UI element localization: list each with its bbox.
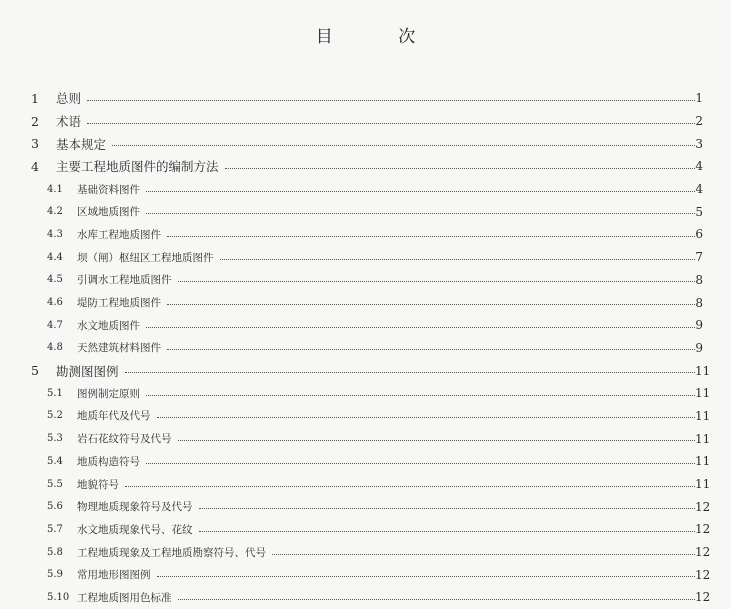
toc-entry[interactable] (0, 541, 731, 564)
toc-entry-page-number: 9 (695, 318, 703, 333)
toc-entry-number: 5 (31, 363, 39, 379)
toc-entry-title: 引调水工程地质图件 (77, 274, 172, 287)
toc-entry-title: 常用地形图图例 (77, 569, 151, 582)
toc-entry-page-number: 11 (695, 431, 711, 446)
toc-entry-number: 4.2 (47, 206, 63, 218)
toc-entry-number: 4.5 (47, 274, 63, 286)
toc-entry-number: 5.4 (47, 455, 63, 467)
toc-dot-leader (125, 372, 695, 373)
toc-entry[interactable] (0, 200, 731, 223)
toc-dot-leader (199, 531, 696, 532)
toc-entry-number: 5.1 (47, 387, 63, 399)
toc-entry-number: 5.2 (47, 410, 63, 422)
toc-dot-leader (167, 304, 695, 305)
toc-entry-title: 堤防工程地质图件 (77, 297, 161, 310)
toc-dot-leader (220, 259, 696, 260)
toc-dot-leader (146, 463, 695, 464)
toc-entry-title: 岩石花纹符号及代号 (77, 433, 172, 446)
toc-entry-page-number: 2 (695, 114, 703, 129)
toc-dot-leader (146, 327, 695, 328)
toc-entry-page-number: 5 (695, 204, 703, 219)
toc-entry[interactable] (0, 269, 731, 292)
toc-entry-title: 水文地质图件 (77, 319, 140, 332)
toc-entry-title: 天然建筑材料图件 (77, 342, 161, 355)
toc-dot-leader (146, 395, 695, 396)
toc-list (0, 87, 731, 609)
toc-entry[interactable] (0, 246, 731, 269)
toc-entry-page-number: 4 (695, 182, 703, 197)
toc-dot-leader (199, 508, 696, 509)
toc-entry-page-number: 6 (695, 227, 703, 242)
toc-dot-leader (87, 123, 695, 124)
toc-entry[interactable] (0, 132, 731, 155)
toc-dot-leader (112, 145, 695, 146)
toc-entry-number: 4.4 (47, 251, 63, 263)
toc-entry-title: 地貌符号 (77, 478, 119, 491)
toc-entry[interactable] (0, 427, 731, 450)
toc-entry-number: 5.5 (47, 478, 63, 490)
toc-entry-page-number: 12 (695, 545, 711, 560)
toc-dot-leader (167, 349, 695, 350)
toc-entry[interactable] (0, 291, 731, 314)
toc-entry[interactable] (0, 495, 731, 518)
toc-dot-leader (178, 599, 696, 600)
toc-entry-number: 4.6 (47, 297, 63, 309)
toc-entry-page-number: 11 (695, 408, 711, 423)
toc-dot-leader (225, 168, 695, 169)
toc-dot-leader (87, 100, 695, 101)
toc-entry-title: 总则 (56, 91, 82, 107)
toc-entry-title: 地质构造符号 (77, 455, 140, 468)
toc-entry-page-number: 8 (695, 272, 703, 287)
toc-entry-number: 5.9 (47, 569, 63, 581)
toc-dot-leader (178, 440, 696, 441)
toc-entry[interactable] (0, 359, 731, 382)
toc-title: 目 次 (315, 27, 446, 47)
toc-entry[interactable] (0, 337, 731, 360)
toc-entry-title: 术语 (56, 114, 82, 130)
toc-entry-number: 5.10 (47, 591, 70, 603)
toc-dot-leader (157, 417, 696, 418)
toc-entry-number: 5.3 (47, 433, 63, 445)
toc-entry-page-number: 8 (695, 295, 703, 310)
toc-entry-title: 物理地质现象符号及代号 (77, 501, 193, 514)
toc-entry-number: 3 (31, 136, 39, 152)
toc-dot-leader (146, 213, 695, 214)
toc-entry-number: 4.7 (47, 319, 63, 331)
toc-entry-page-number: 12 (695, 499, 711, 514)
toc-entry[interactable] (0, 155, 731, 178)
toc-entry-page-number: 12 (695, 522, 711, 537)
toc-dot-leader (157, 576, 696, 577)
toc-entry-title: 水文地质现象代号、花纹 (77, 523, 193, 536)
toc-dot-leader (125, 486, 695, 487)
toc-entry-title: 勘测图图例 (56, 363, 119, 379)
toc-entry-page-number: 11 (695, 454, 711, 469)
toc-entry-page-number: 1 (695, 91, 703, 106)
toc-entry-number: 4.3 (47, 228, 63, 240)
toc-entry-page-number: 12 (695, 567, 711, 582)
toc-entry-title: 工程地质现象及工程地质勘察符号、代号 (77, 546, 266, 559)
toc-entry[interactable] (0, 223, 731, 246)
toc-entry-number: 4.8 (47, 342, 63, 354)
toc-entry[interactable] (0, 178, 731, 201)
toc-entry-page-number: 11 (695, 477, 711, 492)
toc-dot-leader (272, 554, 695, 555)
toc-entry-page-number: 11 (695, 386, 711, 401)
toc-entry-number: 5.8 (47, 546, 63, 558)
toc-entry-title: 工程地质图用色标准 (77, 591, 172, 604)
toc-entry[interactable] (0, 450, 731, 473)
toc-entry[interactable] (0, 405, 731, 428)
toc-entry-number: 5.6 (47, 501, 63, 513)
toc-entry-number: 4 (31, 158, 39, 174)
toc-entry[interactable] (0, 473, 731, 496)
toc-entry-number: 5.7 (47, 523, 63, 535)
toc-entry[interactable] (0, 586, 731, 609)
toc-entry-page-number: 12 (695, 590, 711, 605)
toc-entry[interactable] (0, 110, 731, 133)
toc-entry-title: 地质年代及代号 (77, 410, 151, 423)
toc-entry[interactable] (0, 563, 731, 586)
toc-entry-number: 1 (31, 90, 39, 106)
toc-dot-leader (178, 281, 696, 282)
toc-entry[interactable] (0, 518, 731, 541)
toc-entry[interactable] (0, 382, 731, 405)
toc-entry-title: 水库工程地质图件 (77, 228, 161, 241)
toc-dot-leader (146, 191, 695, 192)
toc-dot-leader (167, 236, 695, 237)
toc-entry-page-number: 9 (695, 340, 703, 355)
toc-entry-page-number: 7 (695, 250, 703, 265)
toc-entry-page-number: 3 (695, 136, 703, 151)
toc-entry-title: 坝（闸）枢纽区工程地质图件 (77, 251, 214, 264)
toc-entry-title: 图例制定原则 (77, 387, 140, 400)
toc-entry-title: 基本规定 (56, 136, 107, 152)
toc-entry-title: 区域地质图件 (77, 206, 140, 219)
toc-entry[interactable] (0, 314, 731, 337)
toc-entry-page-number: 4 (695, 159, 703, 174)
toc-entry[interactable] (0, 87, 731, 110)
toc-entry-page-number: 11 (695, 363, 711, 378)
toc-entry-number: 4.1 (47, 183, 63, 195)
toc-entry-title: 主要工程地质图件的编制方法 (56, 159, 219, 175)
toc-entry-title: 基础资料图件 (77, 183, 140, 196)
toc-entry-number: 2 (31, 113, 39, 129)
